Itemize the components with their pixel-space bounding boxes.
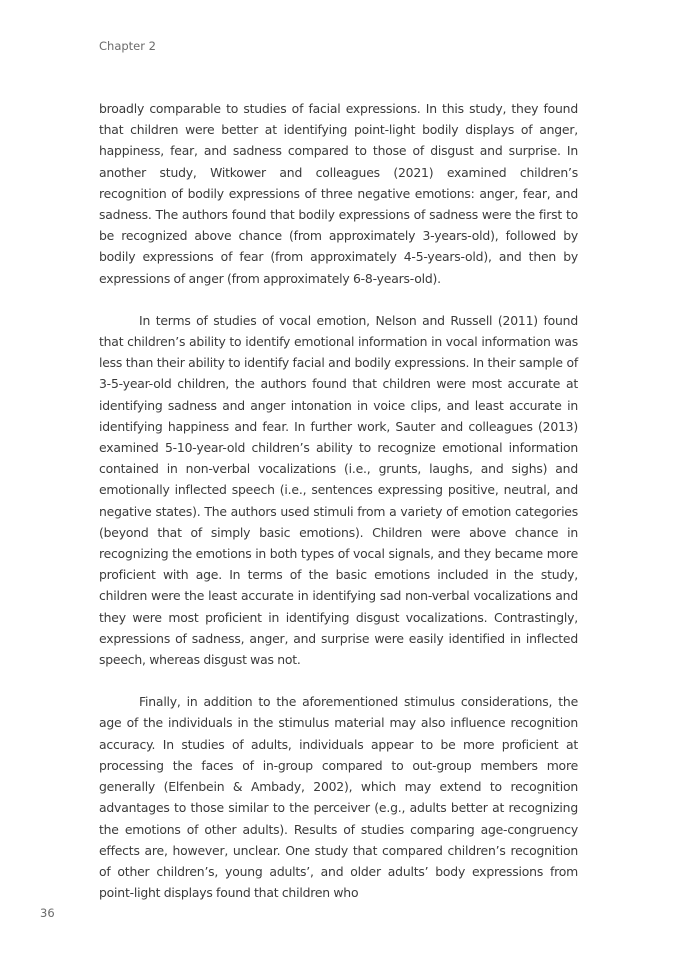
paragraph-1: broadly comparable to studies of facial expressions. In this study, they found that children were better at identifying point-light bodily displays of anger, happiness, fear, and sadness compared to those of disgust and surprise. In another study, Witkower and colleagues (2021) examined children’s recognition of bodily expressions of three negative emotions: anger, fear, and sadness. The authors found that bodily expressions of sadness were the first to be recognized above chance (from approximately 3-years-old), followed by bodily expressions of fear (from approximately 4-5-years-old), and then by expressions of anger (from approximately 6-8-years-old). (99, 101, 578, 286)
paragraph-3: Finally, in addition to the aforementioned stimulus considerations, the age of the individuals in the stimulus material may also influence recognition accuracy. In studies of adults, individuals appear to be more proficient at processing the faces of in-group compared to out-group members more generally (Elfenbein & Ambady, 2002), which may extend to recognition advantages to those similar to the perceiver (e.g., adults better at recognizing the emotions of other adults). Results of studies comparing age-congruency effects are, however, unclear. One study that compared children’s recognition of other children’s, young adults’, and older adults’ body expressions from point-light displays found that children who (99, 694, 578, 901)
paragraph-2: In terms of studies of vocal emotion, Nelson and Russell (2011) found that children’s ability to identify emotional information in vocal information was less than their ability to identify facial and bodily expressions. In their sample of 3-5-year-old children, the authors found that children were most accurate at identifying sadness and anger intonation in voice clips, and least accurate in identifying happiness and fear. In further work, Sauter and colleagues (2013) examined 5-10-year-old children’s ability to recognize emotional information contained in non-verbal vocalizations (i.e., grunts, laughs, and sighs) and emotionally inflected speech (i.e., sentences expressing positive, neutral, and negative states). The authors used stimuli from a variety of emotion categories (beyond that of simply basic emotions). Children were above chance in recognizing the emotions in both types of vocal signals, and they became more proficient with age. In terms of the basic emotions included in the study, children were the least accurate in identifying sad non-verbal vocalizations and they were most proficient in identifying disgust vocalizations. Contrastingly, expressions of sadness, anger, and surprise were easily identified in inflected speech, whereas disgust was not. (99, 312, 578, 668)
page-number: 36 (40, 906, 55, 920)
running-head: Chapter 2 (99, 39, 156, 53)
body-text (99, 98, 578, 924)
